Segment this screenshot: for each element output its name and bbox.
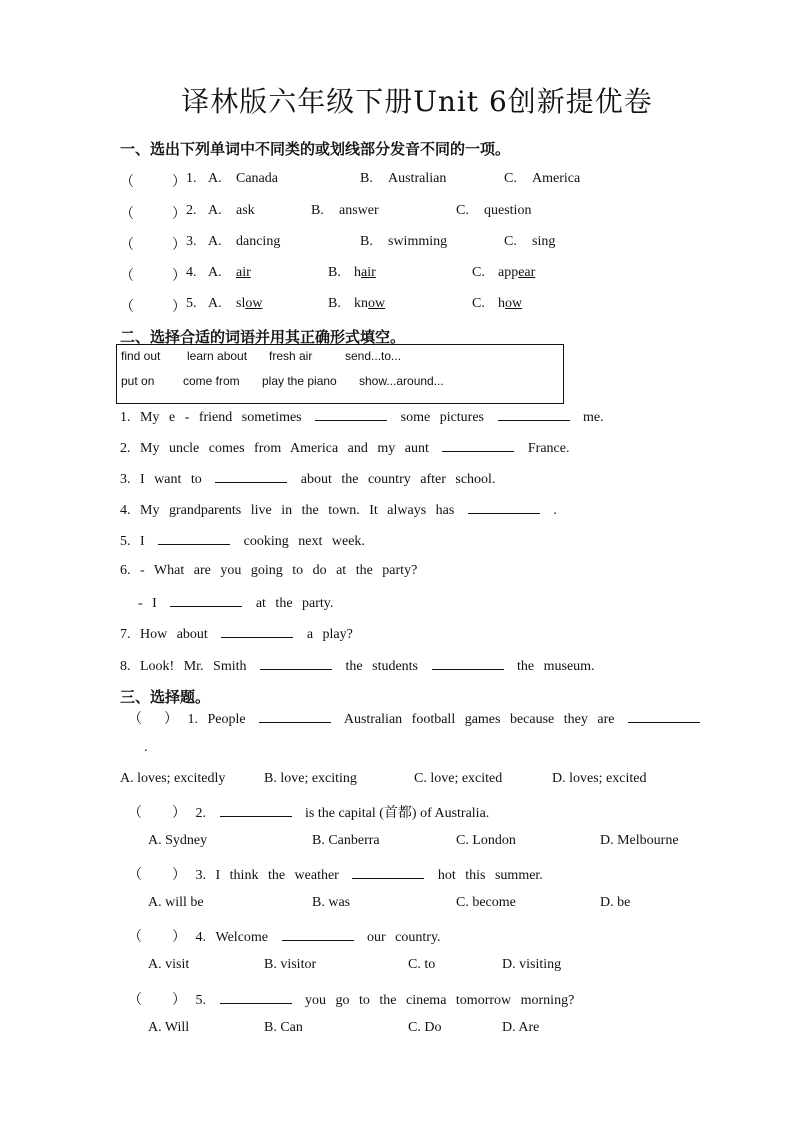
option[interactable]: D. Melbourne xyxy=(600,833,679,848)
page-title: 译林版六年级下册Unit 6创新提优卷 xyxy=(181,85,653,118)
option[interactable]: C. become xyxy=(456,895,516,910)
option[interactable]: B. Can xyxy=(264,1020,303,1035)
answer-blank[interactable] xyxy=(221,625,293,638)
s2-question-7: 7. How about a play? xyxy=(120,627,353,642)
answer-paren-open[interactable]: （ xyxy=(120,207,134,222)
s3-question-1: （ ） 1. People Australian football games because they are xyxy=(128,708,704,728)
option[interactable]: C. Do xyxy=(408,1020,442,1035)
answer-paren-open[interactable]: （ xyxy=(128,993,142,1008)
answer-blank[interactable] xyxy=(220,991,292,1004)
answer-paren-open[interactable]: （ xyxy=(120,300,134,315)
answer-blank[interactable] xyxy=(282,928,354,941)
answer-blank[interactable] xyxy=(498,408,570,421)
option-b-label: B. xyxy=(360,234,373,249)
option-a-label: A. xyxy=(208,265,222,280)
answer-paren-open[interactable]: （ xyxy=(120,269,134,284)
option-a-label: A. xyxy=(208,203,222,218)
section1-heading: 一、选出下列单词中不同类的或划线部分发音不同的一项。 xyxy=(120,140,511,158)
option-c-text: sing xyxy=(532,234,556,249)
option-a-text: ask xyxy=(236,203,255,218)
option[interactable]: C. London xyxy=(456,833,516,848)
s3-question-2: （ ） 2. is the capital (首都) of Australia. xyxy=(128,806,490,821)
option-b-text: Australian xyxy=(388,171,447,186)
option-b-label: B. xyxy=(311,203,324,218)
answer-paren-close: ） xyxy=(172,238,186,253)
option-b-label: B. xyxy=(328,296,341,311)
word-bank-item: fresh air xyxy=(269,349,313,363)
s3-question-1-end: . xyxy=(144,740,148,755)
option-a-text: dancing xyxy=(236,234,281,249)
answer-blank[interactable] xyxy=(352,866,424,879)
answer-paren-open[interactable]: （ xyxy=(128,930,142,945)
word-bank-box xyxy=(116,344,564,404)
s2-question-4: 4. My grandparents live in the town. It always has . xyxy=(120,503,557,518)
answer-blank[interactable] xyxy=(220,804,292,817)
answer-blank[interactable] xyxy=(468,501,540,514)
s2-question-8: 8. Look! Mr. Smith the students the museum. xyxy=(120,659,595,674)
option-c-text-underlined: appear xyxy=(498,265,536,280)
option-c-label: C. xyxy=(504,171,517,186)
answer-paren-close: ） xyxy=(172,300,186,315)
option[interactable]: A. Will xyxy=(148,1020,190,1035)
answer-paren-close: ） xyxy=(172,269,186,284)
answer-paren-open[interactable]: （ xyxy=(128,868,142,883)
answer-paren-open[interactable]: （ xyxy=(120,238,134,253)
option-c-label: C. xyxy=(504,234,517,249)
s2-question-5: 5. I cooking next week. xyxy=(120,534,365,549)
answer-paren-close: ） xyxy=(172,207,186,222)
answer-paren-open[interactable]: （ xyxy=(128,712,142,727)
option-b-text-underlined: hair xyxy=(354,265,376,280)
word-bank-item: find out xyxy=(121,349,161,363)
option-c-text: question xyxy=(484,203,532,218)
option-a-label: A. xyxy=(208,234,222,249)
option[interactable]: B. Canberra xyxy=(312,833,380,848)
word-bank-item: come from xyxy=(183,374,240,388)
option-a-text: air xyxy=(236,265,251,280)
option[interactable]: A. loves; excitedly xyxy=(120,771,226,786)
option-b-text: swimming xyxy=(388,234,448,249)
answer-blank[interactable] xyxy=(442,439,514,452)
s2-question-2: 2. My uncle comes from America and my aunt France. xyxy=(120,441,570,456)
answer-blank[interactable] xyxy=(432,657,504,670)
answer-blank[interactable] xyxy=(259,710,331,723)
s2-question-6-reply: - I at the party. xyxy=(138,596,334,611)
section3-heading: 三、选择题。 xyxy=(120,688,211,706)
option-c-text-underlined: how xyxy=(498,296,523,311)
s2-question-3: 3. I want to about the country after school. xyxy=(120,472,496,487)
s3-question-5: （ ） 5. you go to the cinema tomorrow morning? xyxy=(128,993,575,1008)
answer-blank[interactable] xyxy=(158,532,230,545)
word-bank-item: send...to... xyxy=(345,349,402,363)
option-a-text: Canada xyxy=(236,171,278,186)
answer-blank[interactable] xyxy=(170,594,242,607)
option[interactable]: D. visiting xyxy=(502,957,562,972)
option-b-label: B. xyxy=(328,265,341,280)
answer-paren-open[interactable]: （ xyxy=(120,175,134,190)
s2-question-1: 1. My e - friend sometimes some pictures me. xyxy=(120,410,604,425)
word-bank-item: show...around... xyxy=(359,374,444,388)
s3-question-3: （ ） 3. I think the weather hot this summer. xyxy=(128,868,543,883)
option-a-label: A. xyxy=(208,296,222,311)
item-number: 1. xyxy=(186,171,197,186)
option[interactable]: D. Are xyxy=(502,1020,540,1035)
answer-paren-open[interactable]: （ xyxy=(128,806,142,821)
item-number: 5. xyxy=(186,296,197,311)
s2-question-6: 6. - What are you going to do at the party? xyxy=(120,563,418,578)
option[interactable]: A. Sydney xyxy=(148,833,208,848)
option-b-label: B. xyxy=(360,171,373,186)
option-c-label: C. xyxy=(472,296,485,311)
answer-blank[interactable] xyxy=(628,710,700,723)
item-number: 2. xyxy=(186,203,197,218)
answer-blank[interactable] xyxy=(215,470,287,483)
option[interactable]: C. to xyxy=(408,957,436,972)
item-number: 4. xyxy=(186,265,197,280)
option[interactable]: B. was xyxy=(312,895,351,910)
option-c-text: America xyxy=(532,171,581,186)
word-bank-item: put on xyxy=(121,374,155,388)
option-b-text: answer xyxy=(339,203,379,218)
option-a-label: A. xyxy=(208,171,222,186)
option[interactable]: A. will be xyxy=(148,895,204,910)
item-number: 3. xyxy=(186,234,197,249)
answer-blank[interactable] xyxy=(260,657,332,670)
word-bank-item: play the piano xyxy=(262,374,337,388)
word-bank-item: learn about xyxy=(187,349,248,363)
answer-blank[interactable] xyxy=(315,408,387,421)
option[interactable]: D. be xyxy=(600,895,631,910)
answer-paren-close: ） xyxy=(172,175,186,190)
option-c-label: C. xyxy=(456,203,469,218)
option-b-text-underlined: know xyxy=(354,296,386,311)
option[interactable]: C. love; excited xyxy=(414,771,503,786)
option[interactable]: D. loves; excited xyxy=(552,771,647,786)
s3-question-4: （ ） 4. Welcome our country. xyxy=(128,930,441,945)
section2-heading: 二、选择合适的词语并用其正确形式填空。 xyxy=(120,328,406,346)
option-a-text-underlined: slow xyxy=(236,296,263,311)
option[interactable]: A. visit xyxy=(148,957,190,972)
option[interactable]: B. visitor xyxy=(264,957,317,972)
option-c-label: C. xyxy=(472,265,485,280)
option[interactable]: B. love; exciting xyxy=(264,771,357,786)
